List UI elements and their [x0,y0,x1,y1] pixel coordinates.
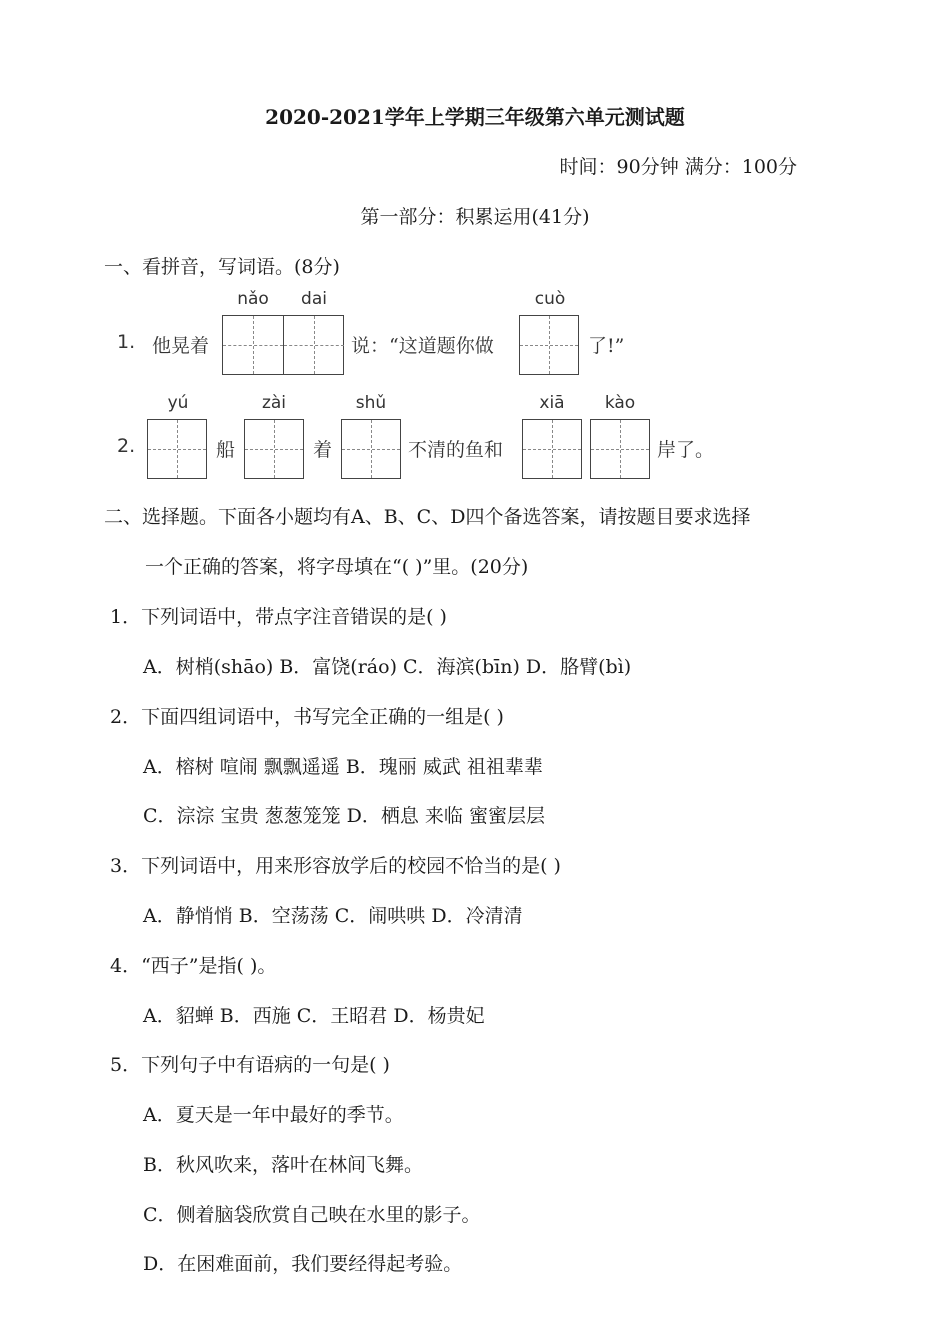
q5-option-b: B．秋风吹来，落叶在林间飞舞。 [143,1154,423,1176]
answer-grid-cuo[interactable] [519,315,579,375]
q5-option-d: D．在困难面前，我们要经得起考验。 [143,1253,463,1275]
q2-number: 2. [117,435,136,457]
q1-text-c: 了!” [588,335,625,357]
q2-text-2: 着 [313,439,333,461]
q1-text-b: 说：“这道题你做 [351,335,494,357]
q1-stem: 1．下列词语中，带点字注音错误的是( ) [110,606,447,628]
q2-options-cd: C．淙淙 宝贵 葱葱笼笼 D．栖息 来临 蜜蜜层层 [143,805,545,827]
page-title: 2020-2021学年上学期三年级第六单元测试题 [265,105,685,129]
q3-options: A．静悄悄 B．空荡荡 C．闹哄哄 D．冷清清 [143,905,523,927]
q2-stem: 2．下面四组词语中，书写完全正确的一组是( ) [110,706,504,728]
q2-text-3: 不清的鱼和 [408,439,504,461]
q1-text-a: 他晃着 [152,335,210,357]
section-2-heading-line2: 一个正确的答案，将字母填在“( )”里。(20分) [145,556,529,578]
answer-grid-shu[interactable] [341,419,401,479]
q4-options: A．貂蝉 B．西施 C．王昭君 D．杨贵妃 [143,1005,485,1027]
pinyin-cuo: cuò [534,289,566,309]
pinyin-zai: zài [261,393,287,413]
answer-grid-kao[interactable] [590,419,650,479]
part-heading: 第一部分：积累运用(41分) [360,206,590,228]
q5-option-c: C．侧着脑袋欣赏自己映在水里的影子。 [143,1204,481,1226]
section-1-heading: 一、看拼音，写词语。(8分) [104,256,340,278]
pinyin-shu: shǔ [355,393,387,413]
q2-text-4: 岸了。 [657,439,715,461]
answer-grid-naodai[interactable] [222,315,344,375]
q2-options-ab: A．榕树 喧闹 飘飘遥遥 B．瑰丽 威武 祖祖辈辈 [143,756,543,778]
pinyin-kao: kào [604,393,636,413]
exam-meta: 时间：90分钟 满分：100分 [559,156,797,178]
q5-option-a: A．夏天是一年中最好的季节。 [143,1104,404,1126]
q2-text-1: 船 [216,439,236,461]
q1-number: 1. [117,331,136,353]
pinyin-dai: dai [301,289,327,309]
pinyin-nao: nǎo [237,289,269,309]
pinyin-yu: yú [167,393,189,413]
q1-options: A．树梢(shāo) B．富饶(ráo) C．海滨(bīn) D．胳臂(bì) [143,656,632,678]
q5-stem: 5．下列句子中有语病的一句是( ) [110,1054,390,1076]
answer-grid-xia[interactable] [522,419,582,479]
answer-grid-zai[interactable] [244,419,304,479]
answer-grid-yu[interactable] [147,419,207,479]
q3-stem: 3．下列词语中，用来形容放学后的校园不恰当的是( ) [110,855,561,877]
q4-stem: 4．“西子”是指( )。 [110,955,277,977]
section-2-heading-line1: 二、选择题。下面各小题均有A、B、C、D四个备选答案，请按题目要求选择 [104,506,751,528]
pinyin-xia: xiā [539,393,565,413]
